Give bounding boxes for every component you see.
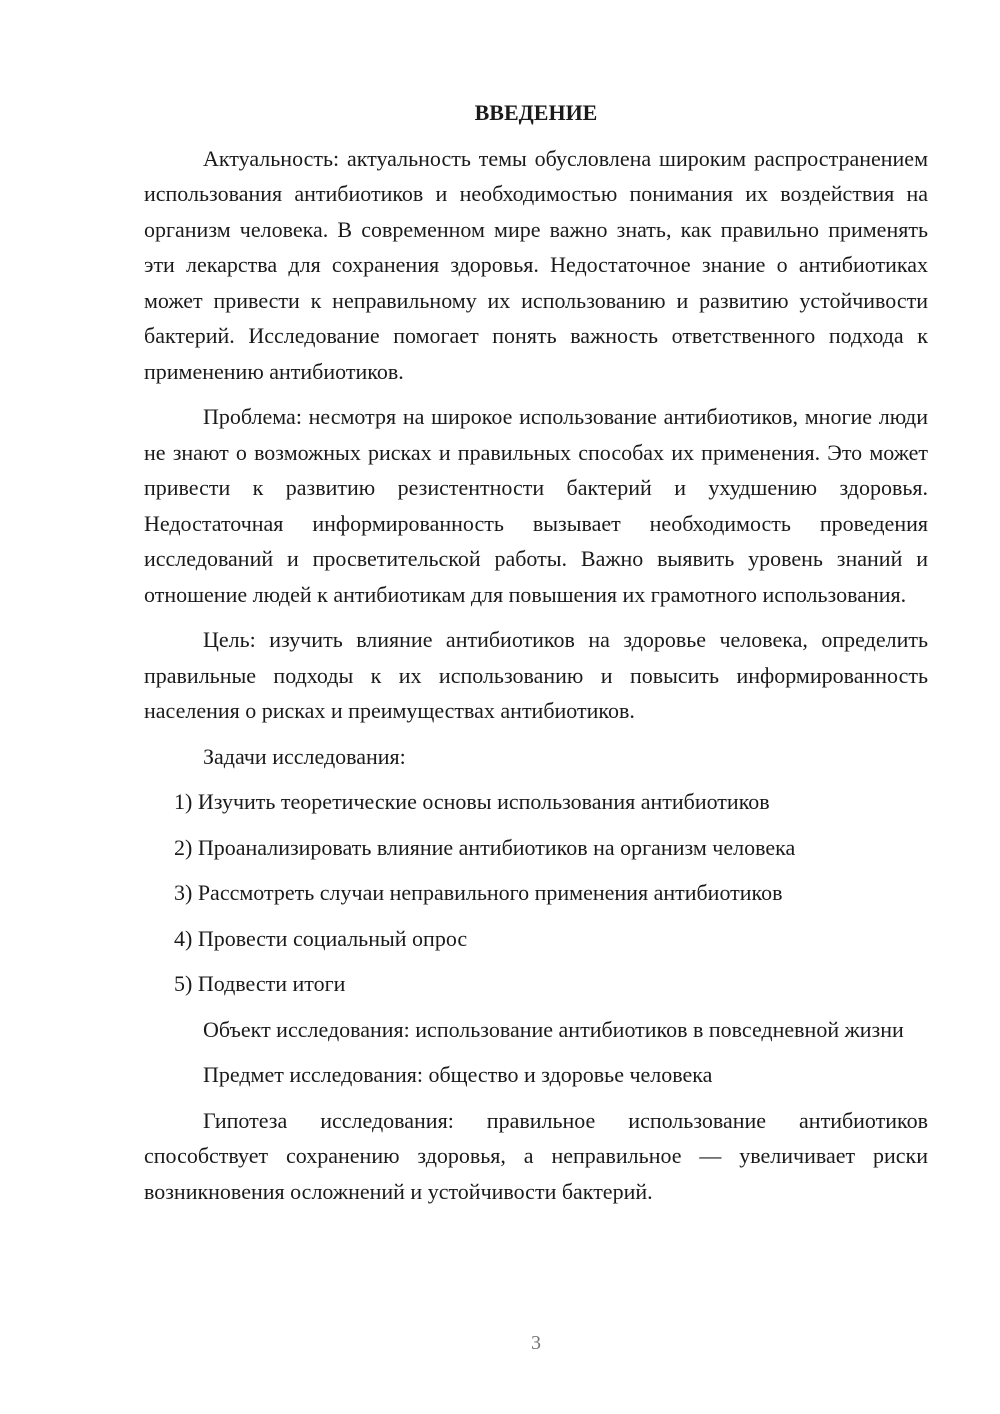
task-item: 4) Провести социальный опрос [174,925,468,951]
task-list [144,784,928,1002]
paragraph-object: Объект исследования: использование антибиотиков в повседневной жизни [203,1016,904,1042]
task-item: 1) Изучить теоретические основы использования антибиотиков [174,789,770,814]
document-page [144,95,928,1219]
paragraph-goal: Цель: изучить влияние антибиотиков на здоровье человека, определить правильные подходы к их использованию и повысить информированность населения о рисках и преимуществах антибиотиков. [144,627,928,723]
page-title: ВВЕДЕНИЕ [474,100,598,125]
task-item: 2) Проанализировать влияние антибиотиков на организм человека [174,834,796,860]
paragraph-relevance: Актуальность: актуальность темы обусловлена широким распространением использования антибиотиков и необходимостью понимания их воздействия на организм человека. В современном мире важно знать, как правильно применять эти лекарства для сохранения здоровья. Недостаточное знание о антибиотиках может привести к неправильному их использованию и развитию устойчивости бактерий. Исследование помогает понять важность ответственного подхода к применению антибиотиков. [144,145,928,384]
paragraph-subject: Предмет исследования: общество и здоровье человека [203,1062,713,1087]
page-number: 3 [531,1332,541,1354]
task-item: 3) Рассмотреть случаи неправильного применения антибиотиков [174,880,783,905]
paragraph-problem: Проблема: несмотря на широкое использование антибиотиков, многие люди не знают о возможных рисках и правильных способах их применения. Это может привести к развитию резистентности бактерий и ухудшению здоровья. Недостаточная информированность вызывает необходимость проведения исследований и просветительской работы. Важно выявить уровень знаний и отношение людей к антибиотикам для повышения их грамотного использования. [144,404,928,607]
paragraph-hypothesis: Гипотеза исследования: правильное использование антибиотиков способствует сохранению здоровья, а неправильное — увеличивает риски возникновения осложнений и устойчивости бактерий. [144,1107,928,1204]
task-item: 5) Подвести итоги [174,971,346,996]
tasks-label: Задачи исследования: [203,743,406,769]
